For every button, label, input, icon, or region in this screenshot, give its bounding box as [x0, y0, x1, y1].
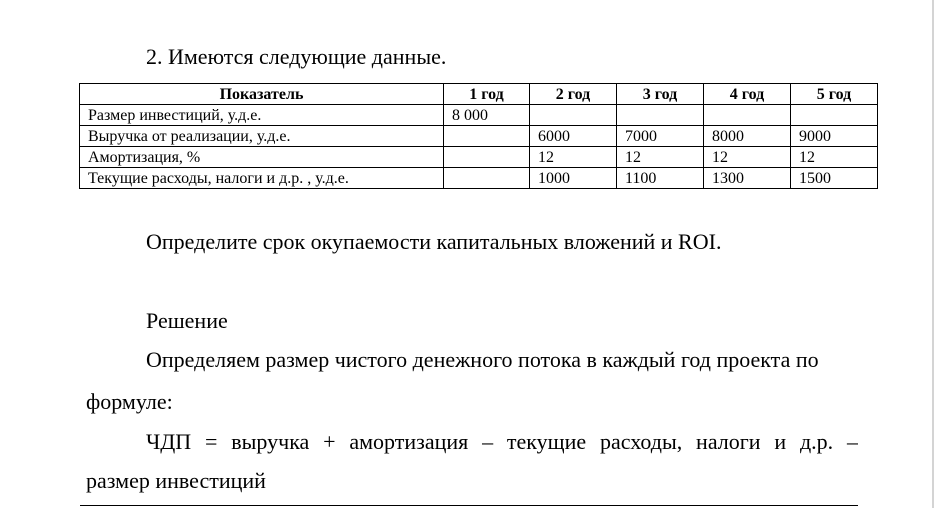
table-cell: 1300 [704, 168, 791, 189]
table-row [80, 147, 878, 168]
row-label: Выручка от реализации, у.д.е. [80, 126, 444, 147]
table-cell [530, 105, 617, 126]
table-cell: 1500 [791, 168, 878, 189]
formula-line: ЧДП = выручка + амортизация – текущие расходы, налоги и д.р. – [146, 429, 858, 454]
formula-line: размер инвестиций [86, 468, 266, 493]
footer-divider [80, 505, 858, 506]
table-cell: 12 [617, 147, 704, 168]
header-cell-year-3: 3 год [617, 84, 704, 105]
header-cell-year-4: 4 год [704, 84, 791, 105]
table-cell: 6000 [530, 126, 617, 147]
table-cell [704, 105, 791, 126]
table-cell [444, 168, 530, 189]
row-label: Текущие расходы, налоги и д.р. , у.д.е. [80, 168, 444, 189]
table-row [80, 105, 878, 126]
row-label: Амортизация, % [80, 147, 444, 168]
table-cell: 12 [704, 147, 791, 168]
problem-heading: 2. Имеются следующие данные. [146, 44, 447, 69]
row-label: Размер инвестиций, у.д.е. [80, 105, 444, 126]
table-header-row [80, 84, 878, 105]
table-cell [444, 126, 530, 147]
paragraph-line: Определяем размер чистого денежного потока в каждый год проекта по [146, 347, 819, 372]
table-cell: 8000 [704, 126, 791, 147]
solution-heading: Решение [146, 308, 228, 333]
table-row [80, 168, 878, 189]
table-cell [444, 147, 530, 168]
table-cell [791, 105, 878, 126]
table-row [80, 126, 878, 147]
task-text: Определите срок окупаемости капитальных вложений и ROI. [146, 229, 722, 254]
table-cell: 7000 [617, 126, 704, 147]
table-cell [617, 105, 704, 126]
header-cell-year-2: 2 год [530, 84, 617, 105]
data-table [79, 83, 878, 189]
header-cell-year-5: 5 год [791, 84, 878, 105]
header-cell-year-1: 1 год [444, 84, 530, 105]
table-cell: 12 [791, 147, 878, 168]
table-cell: 9000 [791, 126, 878, 147]
table-cell: 12 [530, 147, 617, 168]
table-cell: 8 000 [444, 105, 530, 126]
paragraph-line: формуле: [86, 389, 173, 414]
page-edge [932, 0, 934, 508]
table-cell: 1100 [617, 168, 704, 189]
header-cell-indicator: Показатель [80, 84, 444, 105]
table-cell: 1000 [530, 168, 617, 189]
